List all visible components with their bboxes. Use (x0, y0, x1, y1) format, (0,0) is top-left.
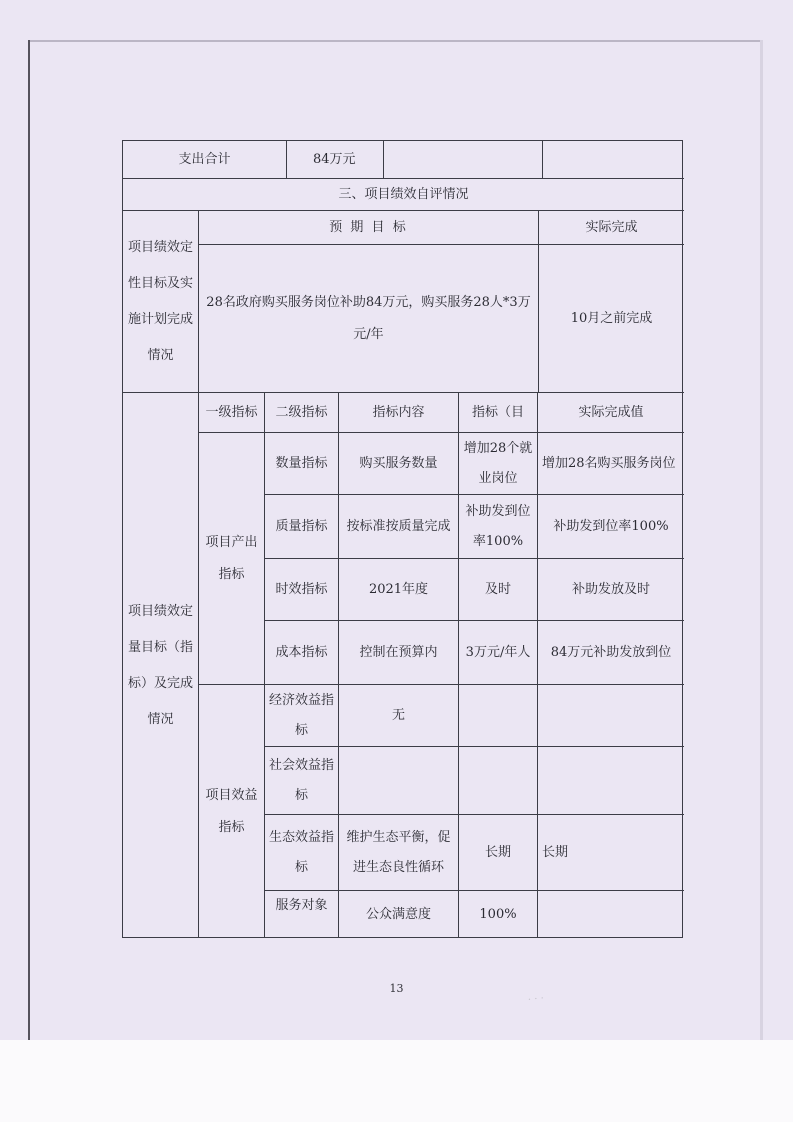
bleed-through-mark: · · · (527, 993, 545, 1006)
scan-right-edge (760, 40, 763, 1040)
content-ecological: 维护生态平衡，促进生态良性循环 (339, 815, 459, 891)
level2-economic: 经济效益指标 (265, 685, 339, 747)
content-quantity: 购买服务数量 (339, 433, 459, 495)
qualitative-row-label: 项目绩效定性目标及实施计划完成情况 (123, 211, 199, 393)
section-title: 三、项目绩效自评情况 (123, 179, 684, 211)
expected-goal-text: 28名政府购买服务岗位补助84万元，购买服务28人*3万元/年 (199, 245, 539, 393)
content-quality: 按标准按质量完成 (339, 495, 459, 559)
actual-ecological: 长期 (538, 815, 684, 891)
level2-quantity: 数量指标 (265, 433, 339, 495)
header-content: 指标内容 (339, 393, 459, 433)
actual-completion-header: 实际完成 (539, 211, 684, 245)
target-economic (459, 685, 538, 747)
actual-timeliness: 补助发放及时 (538, 559, 684, 621)
level2-quality: 质量指标 (265, 495, 339, 559)
actual-quantity: 增加28名购买服务岗位 (538, 433, 684, 495)
header-level1: 一级指标 (199, 393, 265, 433)
expense-total-blank-1 (384, 141, 543, 179)
header-target: 指标（目 (459, 393, 538, 433)
actual-economic (538, 685, 684, 747)
target-quantity: 增加28个就业岗位 (459, 433, 538, 495)
content-timeliness: 2021年度 (339, 559, 459, 621)
scan-top-edge (28, 40, 763, 42)
level1-output-indicators: 项目产出指标 (199, 433, 265, 685)
expected-goal-header: 预 期 目 标 (199, 211, 539, 245)
level2-cost: 成本指标 (265, 621, 339, 685)
actual-quality: 补助发到位率100% (538, 495, 684, 559)
expense-total-blank-2 (543, 141, 684, 179)
performance-table (122, 140, 683, 938)
actual-cost: 84万元补助发放到位 (538, 621, 684, 685)
actual-satisfaction (538, 891, 684, 938)
header-actual: 实际完成值 (538, 393, 684, 433)
quantitative-row-label: 项目绩效定量目标（指标）及完成情况 (123, 393, 199, 938)
level2-service-target: 服务对象 (265, 891, 339, 938)
page-number: 13 (389, 982, 404, 995)
level2-timeliness: 时效指标 (265, 559, 339, 621)
header-level2: 二级指标 (265, 393, 339, 433)
expense-total-amount: 84万元 (287, 141, 384, 179)
expense-total-label: 支出合计 (123, 141, 287, 179)
target-ecological: 长期 (459, 815, 538, 891)
target-timeliness: 及时 (459, 559, 538, 621)
target-satisfaction: 100% (459, 891, 538, 938)
actual-social (538, 747, 684, 815)
target-quality: 补助发到位率100% (459, 495, 538, 559)
target-social (459, 747, 538, 815)
level2-ecological: 生态效益指标 (265, 815, 339, 891)
target-cost: 3万元/年人 (459, 621, 538, 685)
actual-completion-text: 10月之前完成 (539, 245, 684, 393)
content-satisfaction: 公众满意度 (339, 891, 459, 938)
content-cost: 控制在预算内 (339, 621, 459, 685)
scan-left-edge (28, 40, 30, 1040)
level1-benefit-indicators: 项目效益指标 (199, 685, 265, 938)
content-social (339, 747, 459, 815)
level2-social: 社会效益指标 (265, 747, 339, 815)
content-economic: 无 (339, 685, 459, 747)
